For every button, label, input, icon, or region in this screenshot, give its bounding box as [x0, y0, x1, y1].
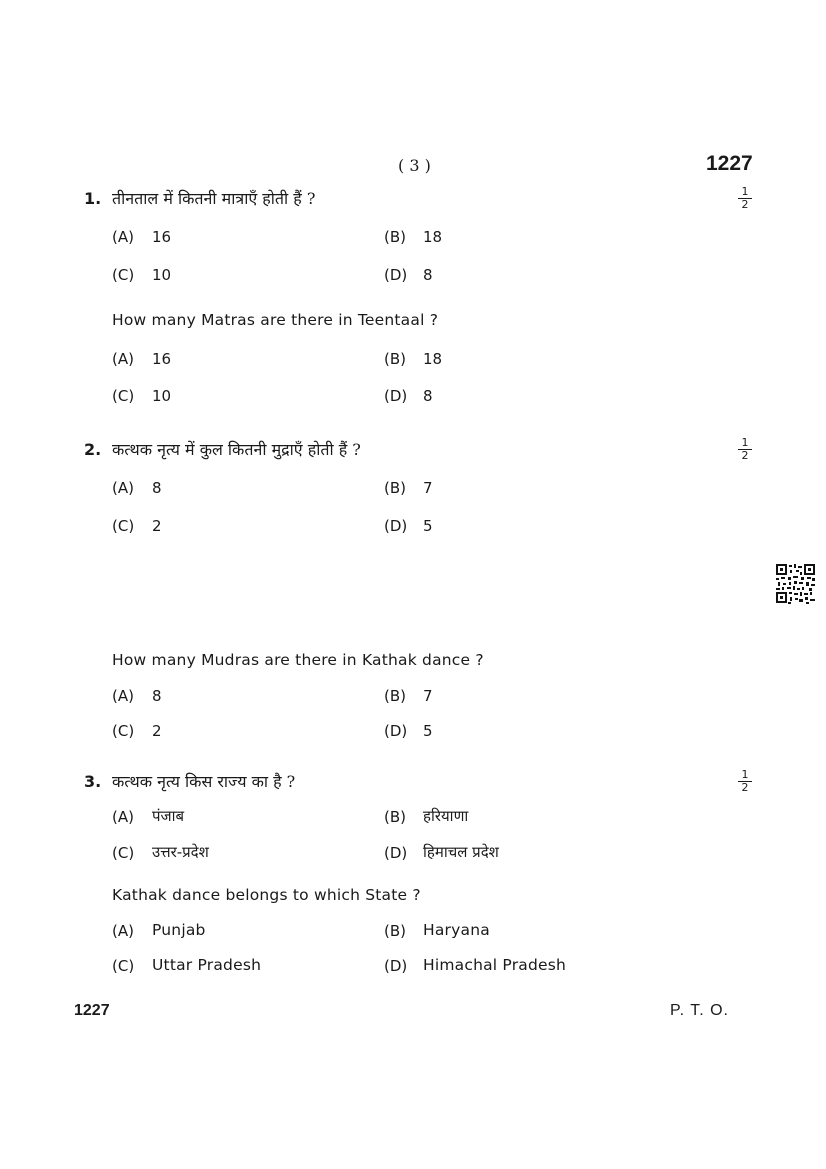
marks-denominator: 2 — [741, 449, 749, 462]
option-letter: (D) — [384, 957, 408, 975]
question-text-hindi: कत्थक नृत्य में कुल कितनी मुद्राएँ होती हैं ? — [112, 440, 361, 459]
marks-denominator: 2 — [741, 781, 749, 794]
option-text: 8 — [152, 479, 162, 497]
question-text-english: Kathak dance belongs to which State ? — [112, 886, 421, 904]
page-number: ( 3 ) — [398, 156, 431, 175]
option-text: Punjab — [152, 921, 206, 939]
option-text: 8 — [423, 266, 433, 284]
option-letter: (A) — [112, 350, 134, 368]
question-text-english: How many Matras are there in Teentaal ? — [112, 311, 439, 329]
option-letter: (B) — [384, 687, 406, 705]
option-text: 5 — [423, 517, 433, 535]
option-text: 18 — [423, 228, 443, 246]
marks-numerator: 1 — [738, 186, 752, 199]
question-text-english: How many Mudras are there in Kathak dance ? — [112, 651, 484, 669]
marks-denominator: 2 — [741, 198, 749, 211]
please-turn-over: P. T. O. — [670, 1002, 729, 1019]
option-text: 8 — [152, 687, 162, 705]
option-text: 10 — [152, 266, 172, 284]
marks-numerator: 1 — [738, 769, 752, 782]
paper-code-footer: 1227 — [74, 1002, 110, 1019]
question-number: 1. — [84, 189, 102, 208]
marks-fraction — [738, 437, 752, 462]
question-number: 3. — [84, 772, 102, 791]
marks-fraction — [738, 186, 752, 211]
option-letter: (D) — [384, 844, 408, 862]
option-letter: (B) — [384, 350, 406, 368]
qr-code-icon — [776, 564, 816, 604]
option-text: हरियाणा — [423, 807, 469, 825]
option-letter: (C) — [112, 387, 135, 405]
option-text: Himachal Pradesh — [423, 956, 567, 974]
option-text: 5 — [423, 722, 433, 740]
option-letter: (D) — [384, 266, 408, 284]
option-letter: (D) — [384, 722, 408, 740]
option-text: Uttar Pradesh — [152, 956, 262, 974]
option-text: Haryana — [423, 921, 490, 939]
option-letter: (A) — [112, 808, 134, 826]
option-text: 18 — [423, 350, 443, 368]
option-letter: (A) — [112, 687, 134, 705]
marks-fraction — [738, 769, 752, 794]
option-letter: (C) — [112, 266, 135, 284]
option-letter: (A) — [112, 228, 134, 246]
option-text: 16 — [152, 228, 172, 246]
question-text-hindi: तीनताल में कितनी मात्राएँ होती हैं ? — [112, 189, 316, 208]
option-text: 2 — [152, 722, 162, 740]
option-letter: (C) — [112, 844, 135, 862]
option-letter: (B) — [384, 922, 406, 940]
option-letter: (C) — [112, 957, 135, 975]
option-letter: (A) — [112, 922, 134, 940]
option-letter: (D) — [384, 517, 408, 535]
option-text: 2 — [152, 517, 162, 535]
option-letter: (B) — [384, 808, 406, 826]
option-letter: (B) — [384, 479, 406, 497]
option-letter: (D) — [384, 387, 408, 405]
option-text: पंजाब — [152, 807, 185, 825]
option-letter: (A) — [112, 479, 134, 497]
option-text: 10 — [152, 387, 172, 405]
marks-numerator: 1 — [738, 437, 752, 450]
option-letter: (B) — [384, 228, 406, 246]
option-text: उत्तर-प्रदेश — [152, 843, 209, 861]
paper-code-header: 1227 — [706, 152, 753, 175]
option-letter: (C) — [112, 517, 135, 535]
option-letter: (C) — [112, 722, 135, 740]
option-text: 7 — [423, 479, 433, 497]
option-text: हिमाचल प्रदेश — [423, 843, 499, 861]
question-number: 2. — [84, 440, 102, 459]
option-text: 8 — [423, 387, 433, 405]
option-text: 7 — [423, 687, 433, 705]
option-text: 16 — [152, 350, 172, 368]
question-text-hindi: कत्थक नृत्य किस राज्य का है ? — [112, 772, 296, 791]
